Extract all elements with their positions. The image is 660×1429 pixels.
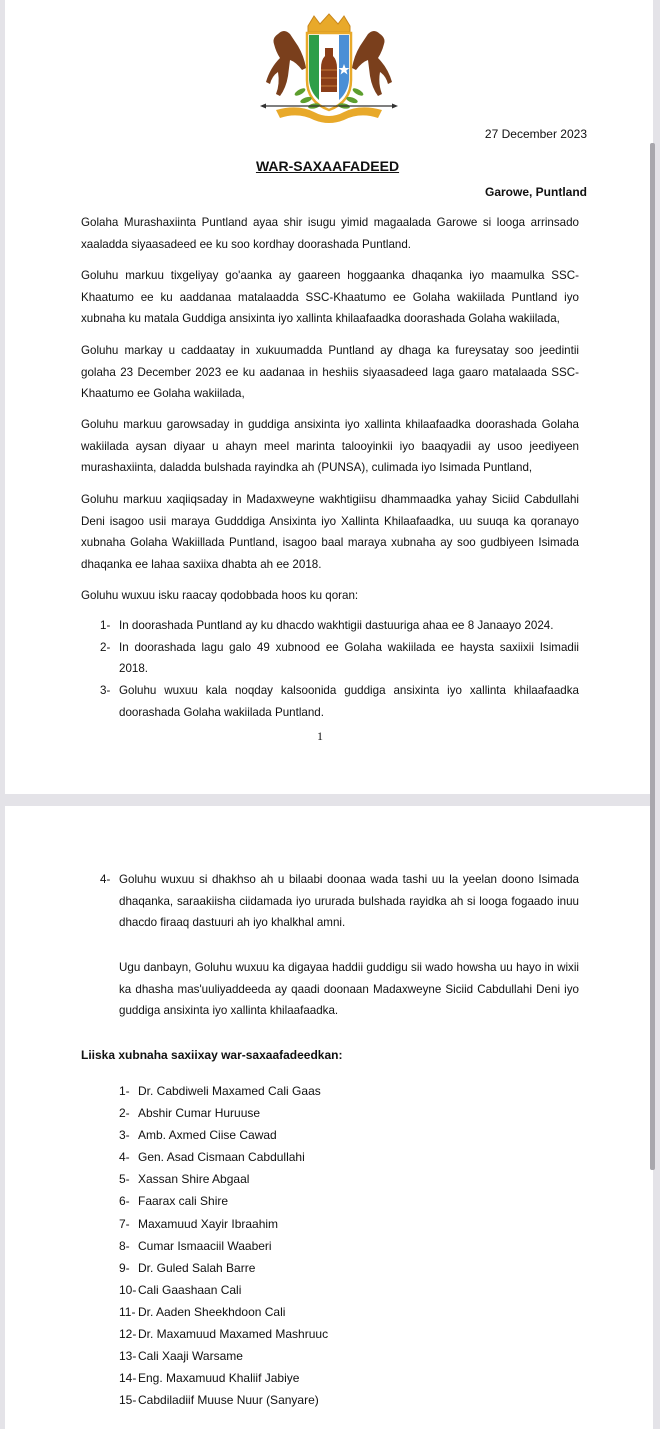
- signatory-number: 9-: [119, 1260, 130, 1275]
- signatories-heading: Liiska xubnaha saxiixay war-saxaafadeedkan:: [81, 1048, 343, 1062]
- resolution-number: 1-: [100, 619, 111, 632]
- signatory-item: [119, 1257, 328, 1279]
- signatory-number: 6-: [119, 1194, 130, 1209]
- signatory-number: 10-: [119, 1282, 137, 1297]
- paragraph-5: Goluhu markuu xaqiiqsaday in Madaxweyne wakhtigiisu dhammaadka yahay Siciid Cabdullahi Deni isagoo usii maraya Gudddiga Ansixinta iyo Xallinta Khilaafaadka, uu suuqa ka qoranayo xubnaha Golaha Wakiillada Puntland, isagoo baal maraya xubnaha ay soo gudbiyeen Isimada dhaqanka ee lahaa saxiixa dhabta ah ee 2018.: [81, 493, 579, 572]
- signatory-item: [119, 1367, 328, 1389]
- signatory-item: [119, 1146, 328, 1168]
- signatory-name: Abshir Cumar Huruuse: [138, 1106, 261, 1121]
- paragraph-3: Goluhu markay u caddaatay in xukuumadda Puntland ay dhaga ka fureysatay soo jeedintii golaha 23 December 2023 ee ku aadanaa in heshiis siyaasadeed laga gaaro matalaada SSC-Khaatumo ee Golaha wakiilada,: [81, 344, 579, 401]
- resolution-number: 3-: [100, 684, 111, 698]
- crown-icon: [308, 14, 350, 32]
- resolution-number: 4-: [100, 873, 111, 886]
- signatory-name: Faarax cali Shire: [138, 1194, 229, 1209]
- signatory-item: [119, 1389, 328, 1411]
- signatory-name: Dr. Guled Salah Barre: [138, 1260, 256, 1275]
- resolution-item: [100, 637, 579, 680]
- signatory-name: Gen. Asad Cismaan Cabdullahi: [138, 1150, 305, 1165]
- signatory-number: 12-: [119, 1327, 137, 1342]
- document-date: 27 December 2023: [484, 127, 587, 141]
- resolution-item: [100, 615, 579, 637]
- signatory-name: Cabdiladiif Muuse Nuur (Sanyare): [138, 1393, 319, 1408]
- puntland-coat-of-arms-emblem: [258, 12, 400, 124]
- resolution-text: Goluhu wuxuu si dhakhso ah u bilaabi doonaa wada tashi uu la yeelan doono Isimada dhaqanka, saraakiisha ciidamada iyo ururada bulshada rayidka ah si looga fogaado inuu dhacdo firaaq dastuuri ah iyo khalkhal amni.: [119, 873, 579, 930]
- signatory-name: Maxamuud Xayir Ibraahim: [138, 1216, 279, 1231]
- signatory-item: [119, 1235, 328, 1257]
- resolutions-list-continued: [100, 869, 579, 934]
- signatory-number: 7-: [119, 1216, 130, 1231]
- resolution-item: [100, 869, 579, 934]
- signatory-name: Cumar Ismaaciil Waaberi: [138, 1238, 272, 1253]
- signatory-number: 5-: [119, 1172, 130, 1187]
- signatory-item: [119, 1345, 328, 1367]
- signatory-name: Cali Xaaji Warsame: [138, 1349, 243, 1364]
- signatory-item: [119, 1080, 328, 1102]
- signatory-item: [119, 1213, 328, 1235]
- resolution-text: Goluhu wuxuu kala noqday kalsoonida guddiga ansixinta iyo xallinta khilaafaadka doorashada Golaha wakiilada Puntland.: [119, 684, 579, 719]
- signatory-name: Dr. Aaden Sheekhdoon Cali: [138, 1304, 286, 1319]
- document-location: Garowe, Puntland: [484, 185, 587, 199]
- signatory-name: Xassan Shire Abgaal: [138, 1172, 250, 1187]
- paragraph-1: Golaha Murashaxiinta Puntland ayaa shir isugu yimid magaalada Garowe si looga arrinsado xaaladda siyaasadeed ee ku soo kordhay doorashada Puntland.: [81, 216, 579, 251]
- signatory-name: Amb. Axmed Ciise Cawad: [138, 1128, 277, 1143]
- signatory-number: 2-: [119, 1106, 130, 1121]
- paragraph-2: Goluhu markuu tixgeliyay go'aanka ay gaareen hoggaanka dhaqanka iyo maamulka SSC-Khaatumo ee ku aaddanaa matalaadda SSC-Khaatumo ee Golaha wakiilada Puntland iyo xubnaha ku matala Guddiga ansixinta iyo xallinta khilaafaadka doorashada Golaha wakiilada,: [81, 269, 579, 326]
- paragraph-4: Goluhu markuu garowsaday in guddiga ansixinta iyo xallinta khilaafaadka doorashada Golaha wakiilada aysan diyaar u ahayn meel marinta talooyinkii iyo baaqyadii ay usoo jeediyeen murashaxiinta, daladda bulshada rayindka ah (PUNSA), culimada iyo Isimada Puntland,: [81, 418, 579, 475]
- resolution-number: 2-: [100, 640, 111, 654]
- signatory-name: Dr. Maxamuud Maxamed Mashruuc: [138, 1327, 329, 1342]
- resolution-text: In doorashada Puntland ay ku dhacdo wakhtigii dastuuriga ahaa ee 8 Janaayo 2024.: [119, 619, 554, 632]
- page-number: 1: [317, 729, 323, 743]
- signatory-item: [119, 1323, 328, 1345]
- document-title: WAR-SAXAAFADEED: [255, 158, 400, 174]
- signatory-item: [119, 1301, 328, 1323]
- signatory-number: 11-: [119, 1304, 136, 1319]
- vertical-scrollbar-thumb[interactable]: [650, 143, 655, 1170]
- resolution-text: In doorashada lagu galo 49 xubnood ee Golaha wakiilada ee haysta saxiixii Isimadii 2018.: [119, 640, 579, 676]
- signatory-number: 4-: [119, 1150, 130, 1165]
- signatory-number: 14-: [119, 1371, 137, 1386]
- right-horse-icon: [352, 31, 392, 96]
- signatory-item: [119, 1190, 328, 1212]
- shield-icon: [307, 33, 351, 110]
- closing-text: Ugu danbayn, Goluhu wuxuu ka digayaa haddii guddigu sii wado howsha uu hayo in wixii ka dhasha mas'uuliyaddeeda ay qaadi doonaan Madaxweyne Siciid Cabdullahi Deni iyo guddiga ansixinta iyo xallinta khilaafaadka.: [119, 961, 579, 1018]
- signatory-item: [119, 1102, 328, 1124]
- paragraph-6: Goluhu wuxuu isku raacay qodobbada hoos ku qoran:: [81, 589, 359, 602]
- left-horse-icon: [266, 31, 306, 96]
- resolution-item: [100, 680, 579, 723]
- signatory-name: Cali Gaashaan Cali: [138, 1282, 242, 1297]
- signatory-number: 15-: [119, 1393, 137, 1408]
- signatory-name: Eng. Maxamuud Khaliif Jabiye: [138, 1371, 300, 1386]
- signatory-name: Dr. Cabdiweli Maxamed Cali Gaas: [138, 1084, 321, 1098]
- signatory-number: 1-: [119, 1084, 130, 1098]
- signatory-item: [119, 1279, 328, 1301]
- signatory-number: 13-: [119, 1349, 137, 1364]
- signatories-list: [119, 1080, 328, 1411]
- signatory-number: 3-: [119, 1128, 130, 1143]
- closing-paragraph: [119, 957, 579, 1022]
- signatory-number: 8-: [119, 1238, 130, 1253]
- signatory-item: [119, 1168, 328, 1190]
- resolutions-list: [100, 615, 579, 724]
- signatory-item: [119, 1124, 328, 1146]
